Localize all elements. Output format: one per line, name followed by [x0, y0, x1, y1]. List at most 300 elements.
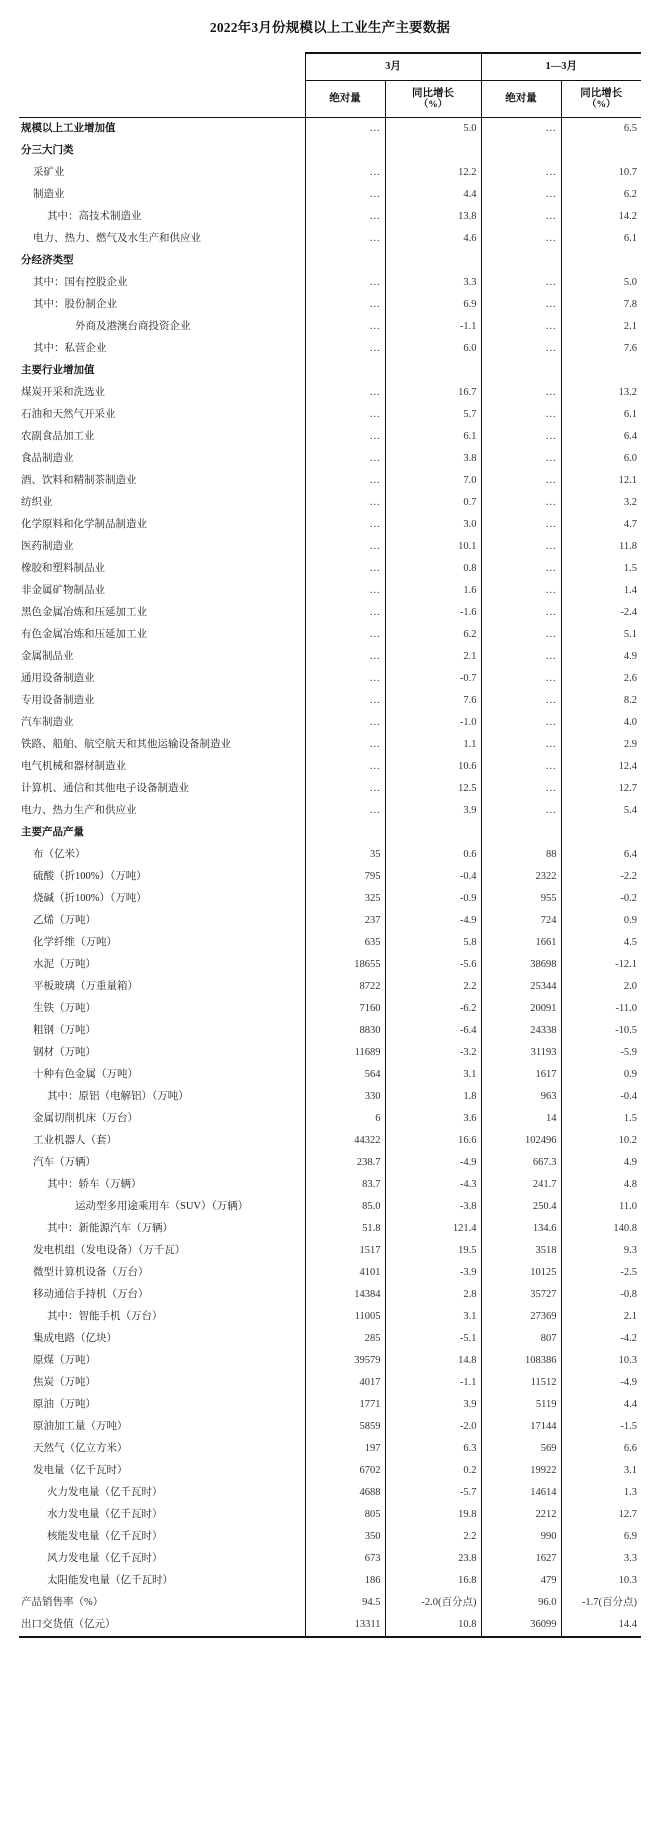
row-label: 电力、热力生产和供应业 [21, 805, 137, 816]
cell-cumulative-yoy: 2.6 [561, 668, 641, 690]
cell-cumulative-absolute: 36099 [481, 1614, 561, 1637]
row-label: 黑色金属冶炼和压延加工业 [21, 607, 147, 618]
cell-cumulative-absolute: 1661 [481, 932, 561, 954]
cell-cumulative-absolute: … [481, 294, 561, 316]
cell-cumulative-absolute: … [481, 668, 561, 690]
cell-cumulative-yoy: 11.0 [561, 1196, 641, 1218]
cell-month-yoy: 0.7 [385, 492, 481, 514]
table-row [19, 1460, 641, 1482]
cell-month-absolute: 285 [305, 1328, 385, 1350]
table-row [19, 668, 641, 690]
cell-month-absolute: 35 [305, 844, 385, 866]
row-label: 集成电路（亿块） [33, 1333, 117, 1344]
cell-month-yoy: -0.9 [385, 888, 481, 910]
row-label: 其中：新能源汽车（万辆） [47, 1223, 173, 1234]
cell-month-yoy: 23.8 [385, 1548, 481, 1570]
cell-month-absolute: 11689 [305, 1042, 385, 1064]
cell-cumulative-yoy: -4.9 [561, 1372, 641, 1394]
cell-month-yoy: 6.3 [385, 1438, 481, 1460]
cell-month-absolute: 4017 [305, 1372, 385, 1394]
cell-cumulative-absolute: … [481, 756, 561, 778]
cell-cumulative-yoy: 12.7 [561, 1504, 641, 1526]
cell-month-absolute: … [305, 470, 385, 492]
row-label: 非金属矿物制品业 [21, 585, 105, 596]
cell-cumulative-absolute: … [481, 118, 561, 140]
row-label: 主要产品产量 [21, 827, 84, 838]
cell-cumulative-yoy: 12.4 [561, 756, 641, 778]
cell-cumulative-absolute: … [481, 558, 561, 580]
cell-month-yoy: 121.4 [385, 1218, 481, 1240]
table-row [19, 492, 641, 514]
cell-month-absolute: … [305, 448, 385, 470]
cell-cumulative-absolute: … [481, 602, 561, 624]
table-row [19, 1218, 641, 1240]
cell-month-yoy: -1.6 [385, 602, 481, 624]
cell-month-yoy [385, 140, 481, 162]
cell-cumulative-absolute: … [481, 800, 561, 822]
table-row [19, 844, 641, 866]
page-bottom-spacer [0, 1638, 660, 1678]
table-row [19, 558, 641, 580]
cell-cumulative-yoy: 11.8 [561, 536, 641, 558]
cell-cumulative-yoy: 5.0 [561, 272, 641, 294]
row-label: 金属切削机床（万台） [33, 1113, 138, 1124]
row-label: 钢材（万吨） [33, 1047, 96, 1058]
header-cumulative-yoy-text: 同比增长 [580, 87, 623, 99]
cell-month-absolute: 94.5 [305, 1592, 385, 1614]
cell-month-yoy: 7.6 [385, 690, 481, 712]
cell-cumulative-absolute: 102496 [481, 1130, 561, 1152]
cell-month-absolute: … [305, 426, 385, 448]
cell-month-yoy: -2.0(百分点) [385, 1592, 481, 1614]
cell-month-yoy: -4.3 [385, 1174, 481, 1196]
cell-cumulative-yoy: 5.1 [561, 624, 641, 646]
cell-month-yoy: -3.8 [385, 1196, 481, 1218]
cell-month-absolute: 564 [305, 1064, 385, 1086]
cell-cumulative-absolute [481, 360, 561, 382]
cell-cumulative-yoy: -10.5 [561, 1020, 641, 1042]
cell-month-absolute: … [305, 536, 385, 558]
cell-cumulative-yoy [561, 822, 641, 844]
row-label: 煤炭开采和洗选业 [21, 387, 105, 398]
cell-month-yoy: -6.4 [385, 1020, 481, 1042]
cell-cumulative-absolute: 5119 [481, 1394, 561, 1416]
row-label: 其中：私营企业 [33, 343, 107, 354]
table-row [19, 1130, 641, 1152]
cell-month-absolute: 5859 [305, 1416, 385, 1438]
cell-month-yoy: 6.1 [385, 426, 481, 448]
table-header [19, 53, 641, 118]
cell-cumulative-absolute: 14 [481, 1108, 561, 1130]
row-label: 化学纤维（万吨） [33, 937, 117, 948]
cell-cumulative-yoy: 13.2 [561, 382, 641, 404]
cell-cumulative-absolute: 2212 [481, 1504, 561, 1526]
cell-cumulative-absolute: … [481, 514, 561, 536]
table-row [19, 580, 641, 602]
cell-cumulative-yoy [561, 140, 641, 162]
table-row [19, 1548, 641, 1570]
row-label: 电气机械和器材制造业 [21, 761, 126, 772]
cell-month-yoy: 3.0 [385, 514, 481, 536]
cell-month-absolute: 4688 [305, 1482, 385, 1504]
cell-cumulative-absolute: … [481, 404, 561, 426]
table-row [19, 624, 641, 646]
cell-month-absolute: 7160 [305, 998, 385, 1020]
cell-cumulative-absolute: 25344 [481, 976, 561, 998]
row-label: 焦炭（万吨） [33, 1377, 96, 1388]
row-label: 金属制品业 [21, 651, 74, 662]
cell-month-yoy: -2.0 [385, 1416, 481, 1438]
cell-month-absolute: … [305, 646, 385, 668]
cell-cumulative-absolute: 88 [481, 844, 561, 866]
row-label: 原油（万吨） [33, 1399, 96, 1410]
table-row [19, 1416, 641, 1438]
row-label: 石油和天然气开采业 [21, 409, 116, 420]
cell-cumulative-absolute: … [481, 690, 561, 712]
cell-cumulative-yoy: 4.5 [561, 932, 641, 954]
row-label: 核能发电量（亿千瓦时） [47, 1531, 163, 1542]
row-label: 橡胶和塑料制品业 [21, 563, 105, 574]
row-label: 食品制造业 [21, 453, 74, 464]
cell-cumulative-yoy: 4.4 [561, 1394, 641, 1416]
cell-cumulative-absolute [481, 140, 561, 162]
cell-cumulative-yoy: 8.2 [561, 690, 641, 712]
row-label: 其中：国有控股企业 [33, 277, 128, 288]
header-month-yoy [385, 81, 481, 118]
table-row [19, 338, 641, 360]
cell-month-yoy: 4.6 [385, 228, 481, 250]
cell-cumulative-absolute: 724 [481, 910, 561, 932]
cell-cumulative-absolute: 250.4 [481, 1196, 561, 1218]
cell-month-absolute: … [305, 558, 385, 580]
row-label: 原煤（万吨） [33, 1355, 96, 1366]
row-label: 布（亿米） [33, 849, 86, 860]
table-row [19, 1306, 641, 1328]
cell-cumulative-absolute: … [481, 426, 561, 448]
cell-month-absolute: … [305, 712, 385, 734]
cell-cumulative-yoy: -1.5 [561, 1416, 641, 1438]
cell-month-absolute: 238.7 [305, 1152, 385, 1174]
cell-cumulative-absolute: 27369 [481, 1306, 561, 1328]
cell-month-absolute: 1771 [305, 1394, 385, 1416]
page-title: 2022年3月份规模以上工业生产主要数据 [209, 20, 451, 35]
cell-month-yoy: 19.8 [385, 1504, 481, 1526]
cell-cumulative-yoy: -0.8 [561, 1284, 641, 1306]
cell-month-yoy: 2.8 [385, 1284, 481, 1306]
cell-month-yoy: 10.1 [385, 536, 481, 558]
cell-month-absolute: … [305, 184, 385, 206]
table-row [19, 316, 641, 338]
cell-month-absolute: 13311 [305, 1614, 385, 1637]
cell-month-absolute: … [305, 800, 385, 822]
table-row [19, 1262, 641, 1284]
table-row [19, 514, 641, 536]
cell-month-absolute [305, 250, 385, 272]
cell-cumulative-absolute: … [481, 580, 561, 602]
cell-cumulative-yoy: 6.0 [561, 448, 641, 470]
cell-cumulative-absolute: 569 [481, 1438, 561, 1460]
cell-month-yoy: 1.6 [385, 580, 481, 602]
row-label: 采矿业 [33, 167, 65, 178]
cell-cumulative-yoy: 0.9 [561, 1064, 641, 1086]
table-row [19, 932, 641, 954]
row-label: 乙烯（万吨） [33, 915, 96, 926]
table-row [19, 1504, 641, 1526]
cell-cumulative-yoy: 6.6 [561, 1438, 641, 1460]
cell-cumulative-yoy: 4.9 [561, 646, 641, 668]
table-row [19, 1350, 641, 1372]
cell-cumulative-absolute: … [481, 206, 561, 228]
row-label: 铁路、船舶、航空航天和其他运输设备制造业 [21, 739, 231, 750]
table-row [19, 866, 641, 888]
cell-month-yoy: 3.8 [385, 448, 481, 470]
cell-month-absolute: 237 [305, 910, 385, 932]
cell-cumulative-yoy: -12.1 [561, 954, 641, 976]
table-row [19, 1042, 641, 1064]
cell-cumulative-yoy: 10.3 [561, 1570, 641, 1592]
row-label: 水力发电量（亿千瓦时） [47, 1509, 163, 1520]
cell-month-yoy: 0.2 [385, 1460, 481, 1482]
table-row [19, 998, 641, 1020]
cell-cumulative-absolute: … [481, 778, 561, 800]
cell-month-yoy: 10.8 [385, 1614, 481, 1637]
cell-cumulative-yoy: -0.4 [561, 1086, 641, 1108]
cell-month-yoy: 6.0 [385, 338, 481, 360]
cell-cumulative-yoy: 6.4 [561, 844, 641, 866]
cell-month-absolute: 635 [305, 932, 385, 954]
cell-month-absolute: … [305, 338, 385, 360]
table-row [19, 756, 641, 778]
cell-month-absolute: 6702 [305, 1460, 385, 1482]
cell-month-yoy: -6.2 [385, 998, 481, 1020]
row-label: 工业机器人（套） [33, 1135, 117, 1146]
row-label: 发电机组（发电设备）（万千瓦） [33, 1245, 186, 1256]
row-label: 规模以上工业增加值 [21, 123, 116, 134]
cell-month-absolute: … [305, 668, 385, 690]
table-row [19, 822, 641, 844]
cell-cumulative-yoy: 1.3 [561, 1482, 641, 1504]
cell-cumulative-absolute: 479 [481, 1570, 561, 1592]
cell-cumulative-absolute: 807 [481, 1328, 561, 1350]
cell-month-yoy: 2.2 [385, 1526, 481, 1548]
cell-cumulative-yoy: 14.2 [561, 206, 641, 228]
table-row [19, 800, 641, 822]
table-row [19, 470, 641, 492]
cell-cumulative-yoy: 12.7 [561, 778, 641, 800]
cell-month-absolute: … [305, 778, 385, 800]
cell-cumulative-absolute: … [481, 470, 561, 492]
cell-month-yoy: -0.4 [385, 866, 481, 888]
table-row [19, 1108, 641, 1130]
cell-cumulative-yoy: -0.2 [561, 888, 641, 910]
cell-month-yoy: 12.5 [385, 778, 481, 800]
cell-cumulative-yoy: 6.2 [561, 184, 641, 206]
table-row [19, 602, 641, 624]
row-label: 硫酸（折100%）（万吨） [33, 871, 147, 882]
cell-month-absolute: 197 [305, 1438, 385, 1460]
table-row [19, 404, 641, 426]
cell-cumulative-absolute: 1617 [481, 1064, 561, 1086]
table-row [19, 206, 641, 228]
cell-month-absolute: 83.7 [305, 1174, 385, 1196]
cell-cumulative-absolute: … [481, 492, 561, 514]
cell-month-absolute: 18655 [305, 954, 385, 976]
cell-month-yoy: -1.0 [385, 712, 481, 734]
cell-cumulative-yoy: 6.1 [561, 404, 641, 426]
cell-month-yoy: 3.1 [385, 1064, 481, 1086]
cell-cumulative-yoy: 9.3 [561, 1240, 641, 1262]
cell-cumulative-yoy: 1.4 [561, 580, 641, 602]
cell-month-absolute: … [305, 492, 385, 514]
cell-cumulative-absolute: … [481, 184, 561, 206]
cell-month-yoy: 7.0 [385, 470, 481, 492]
cell-month-absolute: 673 [305, 1548, 385, 1570]
cell-month-yoy: 3.1 [385, 1306, 481, 1328]
industrial-production-table [19, 52, 641, 1638]
header-group-cumulative: 1—3月 [481, 53, 641, 81]
cell-month-absolute: … [305, 404, 385, 426]
cell-cumulative-absolute: 20091 [481, 998, 561, 1020]
cell-cumulative-absolute: 38698 [481, 954, 561, 976]
row-label: 酒、饮料和精制茶制造业 [21, 475, 137, 486]
table-row [19, 1240, 641, 1262]
cell-cumulative-yoy: -1.7(百分点) [561, 1592, 641, 1614]
cell-month-yoy: -5.6 [385, 954, 481, 976]
cell-month-yoy: 0.8 [385, 558, 481, 580]
cell-month-yoy: 13.8 [385, 206, 481, 228]
cell-cumulative-absolute: 990 [481, 1526, 561, 1548]
cell-month-yoy: -3.2 [385, 1042, 481, 1064]
cell-month-yoy: -3.9 [385, 1262, 481, 1284]
cell-cumulative-yoy: 10.3 [561, 1350, 641, 1372]
row-label: 发电量（亿千瓦时） [33, 1465, 128, 1476]
cell-month-yoy [385, 822, 481, 844]
cell-cumulative-absolute: 2322 [481, 866, 561, 888]
table-row [19, 1570, 641, 1592]
cell-month-yoy: -0.7 [385, 668, 481, 690]
cell-month-absolute: 1517 [305, 1240, 385, 1262]
row-label: 分经济类型 [21, 255, 74, 266]
row-label: 水泥（万吨） [33, 959, 96, 970]
cell-cumulative-yoy: 140.8 [561, 1218, 641, 1240]
row-label: 专用设备制造业 [21, 695, 95, 706]
cell-month-absolute: … [305, 206, 385, 228]
cell-cumulative-yoy: 6.1 [561, 228, 641, 250]
row-label: 分三大门类 [21, 145, 74, 156]
cell-month-yoy: 10.6 [385, 756, 481, 778]
cell-cumulative-yoy: 14.4 [561, 1614, 641, 1637]
table-row [19, 448, 641, 470]
row-label: 汽车制造业 [21, 717, 74, 728]
table-row [19, 888, 641, 910]
table-row [19, 184, 641, 206]
header-month-yoy-unit: （%） [418, 99, 448, 110]
cell-month-absolute: … [305, 514, 385, 536]
header-label-blank [19, 53, 305, 81]
header-cumulative-absolute: 绝对量 [481, 81, 561, 118]
table-row [19, 1526, 641, 1548]
cell-month-yoy: 3.3 [385, 272, 481, 294]
cell-month-absolute: … [305, 118, 385, 140]
header-sub-label-blank [19, 81, 305, 118]
table-row [19, 250, 641, 272]
table-row [19, 1614, 641, 1637]
cell-month-absolute: 11005 [305, 1306, 385, 1328]
cell-month-absolute: 8830 [305, 1020, 385, 1042]
table-row [19, 954, 641, 976]
cell-cumulative-yoy: 2.0 [561, 976, 641, 998]
cell-month-yoy: 3.9 [385, 1394, 481, 1416]
row-label: 生铁（万吨） [33, 1003, 96, 1014]
row-label: 电力、热力、燃气及水生产和供应业 [33, 233, 201, 244]
cell-cumulative-yoy: 10.2 [561, 1130, 641, 1152]
cell-cumulative-absolute [481, 250, 561, 272]
header-cumulative-yoy [561, 81, 641, 118]
cell-month-yoy: -1.1 [385, 1372, 481, 1394]
cell-month-yoy: 2.1 [385, 646, 481, 668]
cell-cumulative-absolute: … [481, 712, 561, 734]
cell-month-yoy [385, 360, 481, 382]
row-label: 汽车（万辆） [33, 1157, 96, 1168]
cell-cumulative-absolute: 31193 [481, 1042, 561, 1064]
cell-month-absolute: 85.0 [305, 1196, 385, 1218]
header-group-month: 3月 [305, 53, 481, 81]
cell-cumulative-absolute: 241.7 [481, 1174, 561, 1196]
cell-cumulative-yoy: 10.7 [561, 162, 641, 184]
cell-month-yoy: 19.5 [385, 1240, 481, 1262]
cell-cumulative-yoy: 4.7 [561, 514, 641, 536]
row-label: 其中：高技术制造业 [47, 211, 142, 222]
table-row [19, 1020, 641, 1042]
cell-cumulative-absolute: 35727 [481, 1284, 561, 1306]
row-label: 粗钢（万吨） [33, 1025, 96, 1036]
table-row [19, 1064, 641, 1086]
table-row [19, 162, 641, 184]
cell-month-absolute: 4101 [305, 1262, 385, 1284]
cell-cumulative-yoy: 3.1 [561, 1460, 641, 1482]
table-row [19, 382, 641, 404]
cell-cumulative-absolute: … [481, 228, 561, 250]
row-label: 太阳能发电量（亿千瓦时） [47, 1575, 173, 1586]
cell-month-absolute: 51.8 [305, 1218, 385, 1240]
cell-cumulative-absolute: 134.6 [481, 1218, 561, 1240]
cell-month-yoy: 6.2 [385, 624, 481, 646]
cell-month-absolute: … [305, 162, 385, 184]
table-row [19, 1152, 641, 1174]
cell-month-yoy: 1.1 [385, 734, 481, 756]
cell-cumulative-yoy: 3.2 [561, 492, 641, 514]
row-label: 火力发电量（亿千瓦时） [47, 1487, 163, 1498]
cell-cumulative-yoy: 6.9 [561, 1526, 641, 1548]
cell-month-absolute: 39579 [305, 1350, 385, 1372]
row-label: 平板玻璃（万重量箱） [33, 981, 138, 992]
cell-cumulative-absolute: 963 [481, 1086, 561, 1108]
row-label: 有色金属冶炼和压延加工业 [21, 629, 147, 640]
cell-month-absolute: … [305, 228, 385, 250]
cell-month-yoy: 5.0 [385, 118, 481, 140]
cell-month-yoy: 4.4 [385, 184, 481, 206]
cell-month-absolute [305, 140, 385, 162]
cell-cumulative-yoy: 4.0 [561, 712, 641, 734]
table-row [19, 1174, 641, 1196]
row-label: 医药制造业 [21, 541, 74, 552]
table-row [19, 1284, 641, 1306]
cell-month-yoy: 2.2 [385, 976, 481, 998]
cell-month-yoy: 14.8 [385, 1350, 481, 1372]
row-label: 外商及港澳台商投资企业 [75, 321, 191, 332]
table-row [19, 1328, 641, 1350]
table-row [19, 1482, 641, 1504]
